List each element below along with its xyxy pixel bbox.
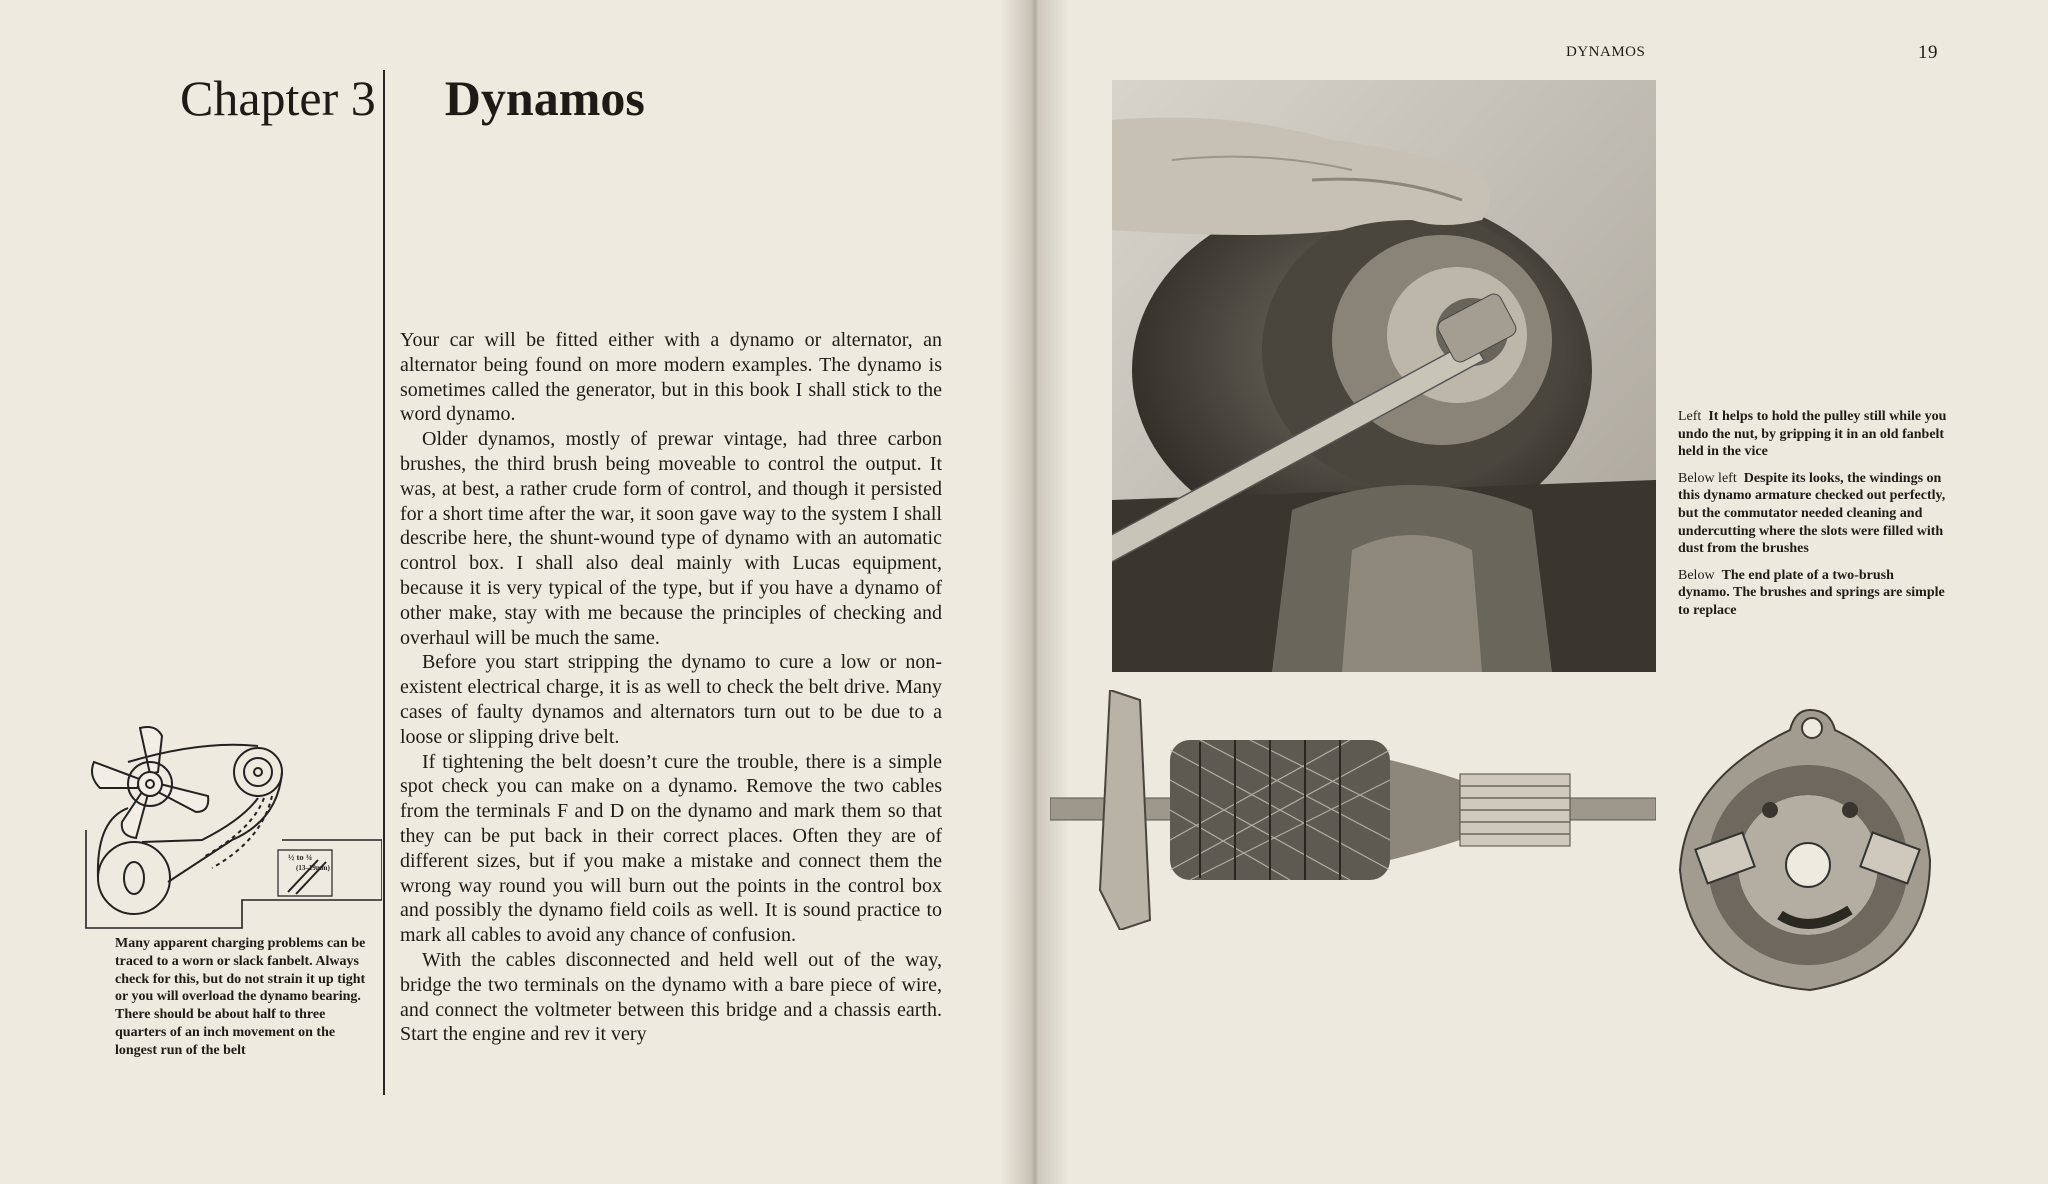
dimension-label: ½ to ¾ (288, 852, 313, 862)
body-text (400, 328, 942, 1047)
chapter-label: Chapter 3 (180, 70, 376, 126)
caption-label: Left (1678, 409, 1702, 424)
photo-end-plate (1660, 700, 1948, 1000)
chapter-title: Dynamos (444, 70, 645, 126)
chapter-divider-rule (383, 70, 385, 1095)
paragraph: Your car will be fitted either with a dynamo or alternator, an alternator being found on more modern examples. The dynamo is sometimes called the generator, but in this book I shall stick to the word dynamo. (400, 329, 942, 426)
book-gutter (1000, 0, 1070, 1184)
caption-text: The end plate of a two-brush dynamo. The brushes and springs are simple to replace (1678, 567, 1945, 618)
dimension-mm-label: (13–19mm) (296, 864, 330, 872)
photo-pulley-wrench (1112, 80, 1656, 672)
chapter-heading (180, 68, 645, 128)
photo-caption (1678, 567, 1948, 620)
photo-armature (1050, 690, 1656, 930)
fanbelt-diagram (82, 700, 382, 930)
photo-captions (1678, 408, 1948, 629)
figure-caption: Many apparent charging problems can be traced to a worn or slack fanbelt. Always check for this, but do not strain it up tight or you will overload the dynamo bearing. There should be about half to three quarters of an inch movement on the longest run of the belt (115, 936, 366, 1058)
paragraph: Older dynamos, mostly of prewar vintage, had three carbon brushes, the third brush being moveable to control the output. It was, at best, a rather crude form of control, and though it persisted for a short time after the war, it soon gave way to the system I shall describe here, the shunt-wound type of dynamo with an automatic control box. I shall also deal mainly with Lucas equipment, because it is very typical of the type, but if you have a dynamo of other make, stay with me because the principles of checking and overhaul will be much the same. (400, 428, 942, 649)
page-number: 19 (1918, 42, 1938, 63)
paragraph: Before you start stripping the dynamo to cure a low or non-existent electrical charge, it is as well to check the belt drive. Many cases of faulty dynamos and alternators turn out to be due to a loose or slipping drive belt. (400, 651, 942, 748)
caption-label: Below left (1678, 470, 1737, 486)
running-head-title: DYNAMOS (1566, 44, 1646, 60)
paragraph: If tightening the belt doesn’t cure the trouble, there is a simple spot check you can make on a dynamo. Remove the two cables from the terminals F and D on the dynamo and mark them so that they can be put back in their correct places. Often they are of different sizes, but if you make a mistake and connect them the wrong way round you will burn out the points in the control box and possibly the dynamo field coils as well. It is sound practice to mark all cables to avoid any chance of confusion. (400, 750, 942, 947)
caption-text: Despite its looks, the windings on this dynamo armature checked out perfectly, but the commutator needed cleaning and undercutting where the slots were filled with dust from the brushes (1678, 470, 1946, 557)
paragraph: With the cables disconnected and held well out of the way, bridge the two terminals on the dynamo with a bare piece of wire, and connect the voltmeter between this bridge and a chassis earth. Start the engine and rev it very (400, 948, 942, 1046)
caption-text: It helps to hold the pulley still while you undo the nut, by gripping it in an old fanbelt held in the vice (1678, 409, 1947, 460)
caption-label: Below (1678, 567, 1715, 583)
photo-caption (1678, 408, 1948, 461)
photo-caption (1678, 470, 1948, 558)
